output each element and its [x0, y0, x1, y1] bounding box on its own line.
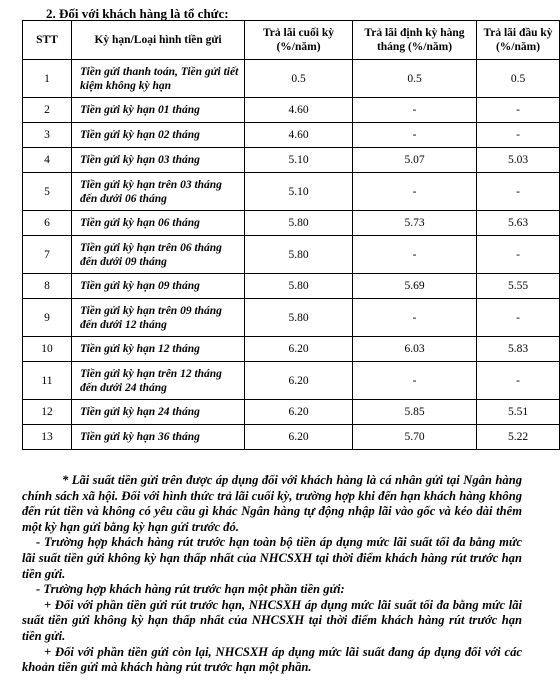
table-row [23, 60, 560, 98]
row-stt: 2 [23, 98, 72, 123]
row-rate-front: 5.03 [477, 148, 560, 173]
row-stt: 11 [23, 362, 72, 400]
footnotes [22, 473, 522, 676]
row-rate-front: - [477, 123, 560, 148]
row-rate-monthly: 5.70 [353, 425, 477, 450]
table-row [23, 362, 560, 400]
row-rate-end: 5.80 [245, 236, 353, 274]
row-rate-monthly: - [353, 98, 477, 123]
row-stt: 8 [23, 274, 72, 299]
interest-rate-table [22, 20, 560, 450]
table-row [23, 123, 560, 148]
header-end-of-term: Trả lãi cuối kỳ (%/năm) [245, 21, 353, 60]
row-stt: 9 [23, 299, 72, 337]
table-row [23, 337, 560, 362]
table-header-row [23, 21, 560, 60]
row-rate-front: 0.5 [477, 60, 560, 98]
row-term: Tiền gửi kỳ hạn 24 tháng [72, 400, 245, 425]
row-rate-end: 6.20 [245, 337, 353, 362]
row-rate-end: 0.5 [245, 60, 353, 98]
row-term: Tiền gửi kỳ hạn 06 tháng [72, 211, 245, 236]
row-rate-monthly: - [353, 236, 477, 274]
row-term: Tiền gửi kỳ hạn trên 12 tháng đến dưới 24 tháng [72, 362, 245, 400]
row-term: Tiền gửi kỳ hạn 09 tháng [72, 274, 245, 299]
row-rate-front: 5.55 [477, 274, 560, 299]
row-term: Tiền gửi kỳ hạn trên 09 tháng đến dưới 12 tháng [72, 299, 245, 337]
row-stt: 3 [23, 123, 72, 148]
row-term: Tiền gửi kỳ hạn 36 tháng [72, 425, 245, 450]
row-stt: 6 [23, 211, 72, 236]
row-stt: 1 [23, 60, 72, 98]
row-rate-front: - [477, 173, 560, 211]
row-rate-end: 6.20 [245, 362, 353, 400]
row-rate-monthly: - [353, 362, 477, 400]
row-rate-monthly: - [353, 123, 477, 148]
row-stt: 4 [23, 148, 72, 173]
note-partial-withdrawal: - Trường hợp khách hàng rút trước hạn một phần tiền gửi: [36, 582, 345, 597]
row-rate-end: 5.80 [245, 211, 353, 236]
row-rate-monthly: 5.07 [353, 148, 477, 173]
row-term: Tiền gửi thanh toán, Tiền gửi tiết kiệm không kỳ hạn [72, 60, 245, 98]
row-rate-monthly: 5.85 [353, 400, 477, 425]
row-rate-front: 5.22 [477, 425, 560, 450]
table-row [23, 274, 560, 299]
row-rate-monthly: 5.69 [353, 274, 477, 299]
table-row [23, 148, 560, 173]
table-row [23, 98, 560, 123]
row-rate-end: 5.80 [245, 274, 353, 299]
row-rate-monthly: - [353, 173, 477, 211]
section-heading: 2. Đối với khách hàng là tổ chức: [46, 6, 229, 21]
row-term: Tiền gửi kỳ hạn trên 03 tháng đến dưới 06 tháng [72, 173, 245, 211]
note-full-withdrawal: - Trường hợp khách hàng rút trước hạn toàn bộ tiền áp dụng mức lãi suất tối đa bằng mức lãi suất tiền gửi không kỳ hạn thấp nhất của NHCSXH tại thời điểm khách hàng rút trước hạn tiền gửi. [22, 535, 522, 581]
row-rate-end: 6.20 [245, 400, 353, 425]
row-rate-front: - [477, 98, 560, 123]
note-partial-withdrawn-part: + Đối với phần tiền gửi rút trước hạn, NHCSXH áp dụng mức lãi suất tối đa bằng mức lãi suất tiền gửi không kỳ hạn thấp nhất của NHCSXH tại thời điểm khách hàng rút trước hạn tiền gửi. [22, 597, 522, 643]
row-stt: 10 [23, 337, 72, 362]
note-partial-remaining-part: + Đối với phần tiền gửi còn lại, NHCSXH áp dụng mức lãi suất đang áp dụng đối với các khoản tiền gửi mà khách hàng rút trước hạn một phần. [22, 644, 522, 675]
row-term: Tiền gửi kỳ hạn 12 tháng [72, 337, 245, 362]
header-monthly: Trả lãi định kỳ hàng tháng (%/năm) [353, 21, 477, 60]
row-term: Tiền gửi kỳ hạn 03 tháng [72, 148, 245, 173]
header-upfront: Trả lãi đầu kỳ (%/năm) [477, 21, 560, 60]
row-stt: 5 [23, 173, 72, 211]
row-stt: 7 [23, 236, 72, 274]
row-rate-monthly: - [353, 299, 477, 337]
table-row [23, 211, 560, 236]
row-rate-end: 5.10 [245, 173, 353, 211]
row-stt: 12 [23, 400, 72, 425]
note-general: * Lãi suất tiền gửi trên được áp dụng đối với khách hàng là cá nhân gửi tại Ngân hàng chính sách xã hội. Đối với hình thức trả lãi cuối kỳ, trường hợp khi đến hạn khách hàng không đến rút tiền và không có yêu cầu gì khác Ngân hàng tự động nhập lãi vào gốc và kéo dài thêm một kỳ hạn gửi bằng kỳ hạn gửi trước đó. [22, 473, 522, 534]
row-rate-end: 4.60 [245, 123, 353, 148]
row-rate-front: 5.51 [477, 400, 560, 425]
row-rate-end: 6.20 [245, 425, 353, 450]
row-rate-front: 5.63 [477, 211, 560, 236]
table-row [23, 236, 560, 274]
row-rate-front: 5.83 [477, 337, 560, 362]
table-row [23, 400, 560, 425]
row-rate-end: 5.80 [245, 299, 353, 337]
row-rate-front: - [477, 236, 560, 274]
header-term: Kỳ hạn/Loại hình tiền gửi [72, 21, 245, 60]
row-rate-monthly: 6.03 [353, 337, 477, 362]
row-rate-end: 4.60 [245, 98, 353, 123]
table-row [23, 173, 560, 211]
table-row [23, 299, 560, 337]
row-term: Tiền gửi kỳ hạn trên 06 tháng đến dưới 09 tháng [72, 236, 245, 274]
row-rate-monthly: 0.5 [353, 60, 477, 98]
row-rate-end: 5.10 [245, 148, 353, 173]
table-row [23, 425, 560, 450]
header-stt: STT [23, 21, 72, 60]
row-rate-front: - [477, 362, 560, 400]
row-rate-front: - [477, 299, 560, 337]
row-term: Tiền gửi kỳ hạn 01 tháng [72, 98, 245, 123]
row-rate-monthly: 5.73 [353, 211, 477, 236]
row-term: Tiền gửi kỳ hạn 02 tháng [72, 123, 245, 148]
row-stt: 13 [23, 425, 72, 450]
